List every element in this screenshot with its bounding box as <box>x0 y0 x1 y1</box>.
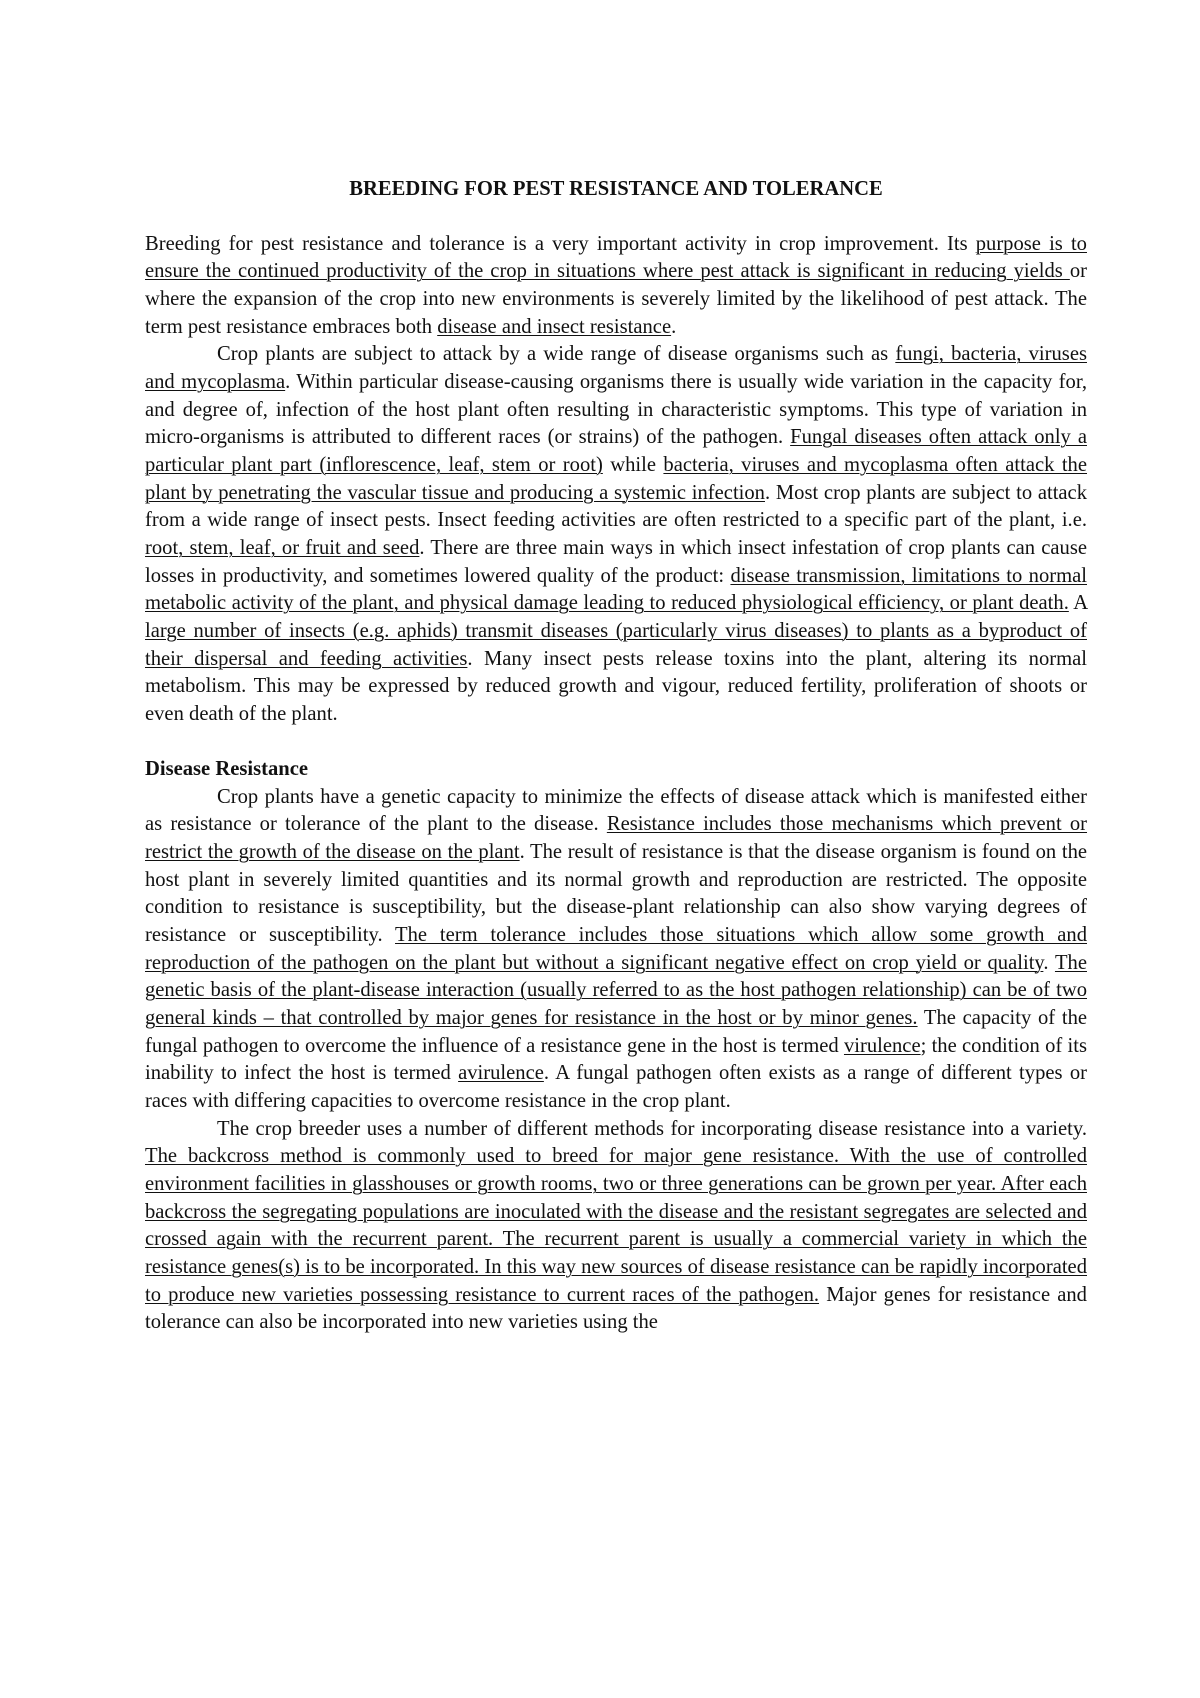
underlined-text: bacteria, viruses and mycoplasma often attack the plant by penetrating the vascular tissue and producing a systemic infection <box>145 453 1087 504</box>
underlined-text: fungi, bacteria, viruses and mycoplasma <box>145 343 1087 393</box>
underlined-text: purpose is to ensure the continued productivity of the crop in situations where pest attack is significant in reducing yields <box>145 232 1087 283</box>
underlined-text: avirulence <box>458 1062 544 1085</box>
text-run: . Many insect pests release toxins into the plant, altering its normal metabolism. This may be expressed by reduced growth and vigour, reduced fertility, proliferation of shoots or even death of the plant. <box>145 647 1087 725</box>
section-heading-disease-resistance: Disease Resistance <box>145 758 309 781</box>
underlined-text: The backcross method is commonly used to breed for major gene resistance. With the use of controlled environment facilities in glasshouses or growth rooms, two or three generations can be grown per year. After each backcross the segregating populations are inoculated with the disease and the resistant segregates are selected and crossed again with the recurrent parent. The recurrent parent is usually a commercial variety in which the resistance genes(s) is to be incorporated. In this way new sources of disease resistance can be rapidly incorporated to produce new varieties possessing resistance to current races of the pathogen. <box>145 1145 1087 1306</box>
text-run: The crop breeder uses a number of different methods for incorporating disease resistance into a variety. <box>217 1117 1087 1140</box>
underlined-text: disease and insect resistance <box>437 315 672 338</box>
intro-paragraph <box>145 231 1087 342</box>
text-run: Crop plants have a genetic capacity to minimize the effects of disease attack which is manifested either as resistance or tolerance of the plant to the disease. <box>145 785 1087 836</box>
text-run: . There are three main ways in which insect infestation of crop plants can cause losses in productivity, and sometimes lowered quality of the product: <box>145 536 1087 587</box>
underlined-text: The genetic basis of the plant-disease interaction (usually referred to as the host pathogen relationship) can be of two general kinds – that controlled by major genes for resistance in the host or by minor genes. <box>145 951 1087 1030</box>
text-run: while <box>602 453 664 476</box>
underlined-text: Resistance includes those mechanisms which prevent or restrict the growth of the disease on the plant <box>145 813 1088 864</box>
breeding-methods-paragraph <box>145 1116 1087 1337</box>
underlined-text: Fungal diseases often attack only a particular plant part (inflorescence, leaf, stem or root) <box>145 426 1087 476</box>
text-run: . A fungal pathogen often exists as a range of different types or races with differing capacities to overcome resistance in the crop plant. <box>145 1062 1087 1112</box>
underlined-text: large number of insects (e.g. aphids) transmit diseases (particularly virus diseases) to plants as a byproduct of their dispersal and feeding activities <box>145 619 1087 670</box>
text-run: Major genes for resistance and tolerance can also be incorporated into new varieties using the <box>145 1283 1087 1334</box>
text-run: . <box>671 315 677 338</box>
document-title: BREEDING FOR PEST RESISTANCE AND TOLERANCE <box>349 178 883 200</box>
text-run: or where the expansion of the crop into new environments is severely limited by the likelihood of pest attack. The term pest resistance embraces both <box>145 260 1087 338</box>
text-run: Crop plants are subject to attack by a wide range of disease organisms such as <box>217 343 896 366</box>
text-run: . The result of resistance is that the disease organism is found on the host plant in severely limited quantities and its normal growth and reproduction are restricted. The opposite condition to resistance is susceptibility, but the disease-plant relationship can also show varying degrees of resistance or susceptibility. <box>145 841 1088 947</box>
text-run: A <box>1068 592 1087 615</box>
underlined-text: disease transmission, limitations to normal metabolic activity of the plant, and physical damage leading to reduced physiological efficiency, or plant death. <box>145 564 1087 615</box>
pests-paragraph <box>145 341 1087 728</box>
underlined-text: root, stem, leaf, or fruit and seed <box>145 536 420 559</box>
text-run: ; the condition of its inability to infect the host is termed <box>145 1034 1087 1085</box>
underlined-text: virulence <box>843 1034 921 1057</box>
document-body <box>145 176 1087 1337</box>
underlined-text: The term tolerance includes those situations which allow some growth and reproduction of the pathogen on the plant but without a significant negative effect on crop yield or quality <box>145 924 1087 974</box>
text-run: . <box>1043 951 1055 974</box>
text-run: The capacity of the fungal pathogen to overcome the influence of a resistance gene in the host is termed <box>145 1007 1088 1057</box>
text-run: . Within particular disease-causing organisms there is usually wide variation in the capacity for, and degree of, infection of the host plant often resulting in characteristic symptoms. This type of variation in micro-organisms is attributed to different races (or strains) of the pathogen. <box>145 370 1087 449</box>
text-run: . Most crop plants are subject to attack from a wide range of insect pests. Insect feeding activities are often restricted to a specific part of the plant, i.e. <box>145 481 1087 532</box>
disease-resistance-paragraph <box>145 784 1087 1116</box>
text-run: Breeding for pest resistance and tolerance is a very important activity in crop improvement. Its <box>145 232 976 255</box>
